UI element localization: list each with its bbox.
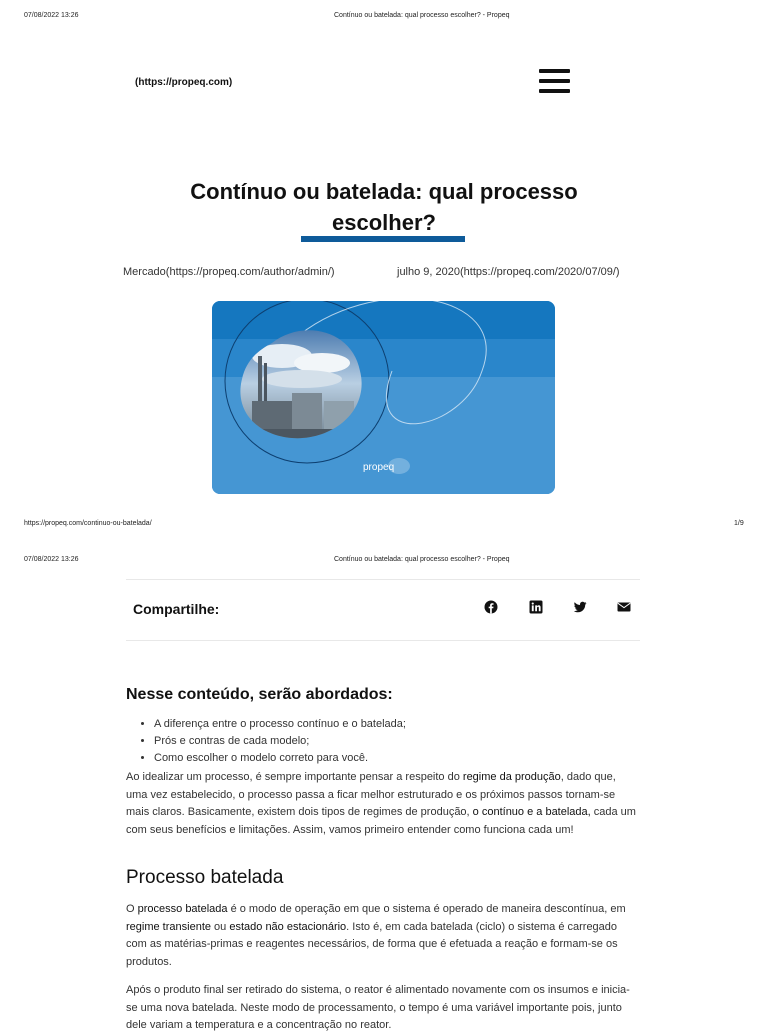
batch-heading: Processo batelada [126,867,284,888]
author-link[interactable]: Mercado(https://propeq.com/author/admin/) [123,266,335,278]
list-item: • Como escolher o modelo correto para você. [154,750,668,767]
site-home-link[interactable]: (https://propeq.com) [135,77,233,88]
date-link[interactable]: julho 9, 2020(https://propeq.com/2020/07/09/) [397,266,620,278]
title-line-1: Contínuo ou batelada: qual processo [190,179,578,204]
batch-paragraph-2: Após o produto final ser retirado do sistema, o reator é alimentado novamente com os insumos e inicia-se uma nova batelada. Neste modo de processamento, o tempo é uma variável importante pois, junto dele variam a temperatura e a concentração no reator. [126,984,630,1031]
print-timestamp: 07/08/2022 13:26 [24,12,79,19]
twitter-icon[interactable] [573,600,587,614]
print-footer-url: https://propeq.com/continuo-ou-batelada/ [24,520,152,527]
highlight-continuo-batelada: o contínuo e a batelada, [472,806,591,818]
facebook-icon[interactable] [484,600,498,614]
share-label: Compartilhe: [133,601,220,617]
share-divider-bottom [126,640,640,641]
hamburger-icon[interactable] [539,69,570,95]
hero-illustration [212,301,555,494]
intro-paragraph: Ao idealizar um processo, é sempre importante pensar a respeito do regime da produção, dado que, uma vez estabelecido, o processo passa a ficar melhor estruturado e os próximos passos tornam-se mais claros. Basicamente, existem dois tipos de regimes de produção, o contínuo e a batelada, cada um com seus benefícios e limitações. Assim, vamos primeiro entender como funciona cada um! [126,771,636,836]
batch-paragraph-1: O processo batelada é o modo de operação em que o sistema é operado de maneira descontínua, em regime transiente ou estado não estacionário. Isto é, em cada batelada (ciclo) o sistema é carregado com as matérias-primas e reagentes necessários, de forma que é efetuada a reação e formam-se os produtos. [126,903,626,968]
print-timestamp-2: 07/08/2022 13:26 [24,556,79,563]
title-underline [301,236,465,242]
hero-image [212,301,555,494]
print-doc-title-2: Contínuo ou batelada: qual processo escolher? - Propeq [334,556,510,563]
topics-heading: Nesse conteúdo, serão abordados: [126,686,393,703]
share-divider-top [126,579,640,580]
title-line-2: escolher? [332,210,436,235]
print-page-number: 1/9 [734,520,744,527]
highlight-regime: regime da produção [462,771,561,783]
list-item: • Prós e contras de cada modelo; [154,733,668,750]
print-doc-title: Contínuo ou batelada: qual processo escolher? - Propeq [334,12,510,19]
article-title [120,176,648,238]
highlight-processo-batelada: processo batelada [137,903,228,915]
hero-logo-text: propeq [363,462,395,473]
email-icon[interactable] [617,600,631,614]
list-item: • A diferença entre o processo contínuo e o batelada; [154,716,668,733]
highlight-regime-transiente: regime transiente [126,920,211,933]
topics-list [126,716,668,767]
linkedin-icon[interactable] [529,600,543,614]
highlight-estado-nao-estacionario: estado não estacionário [229,920,347,933]
